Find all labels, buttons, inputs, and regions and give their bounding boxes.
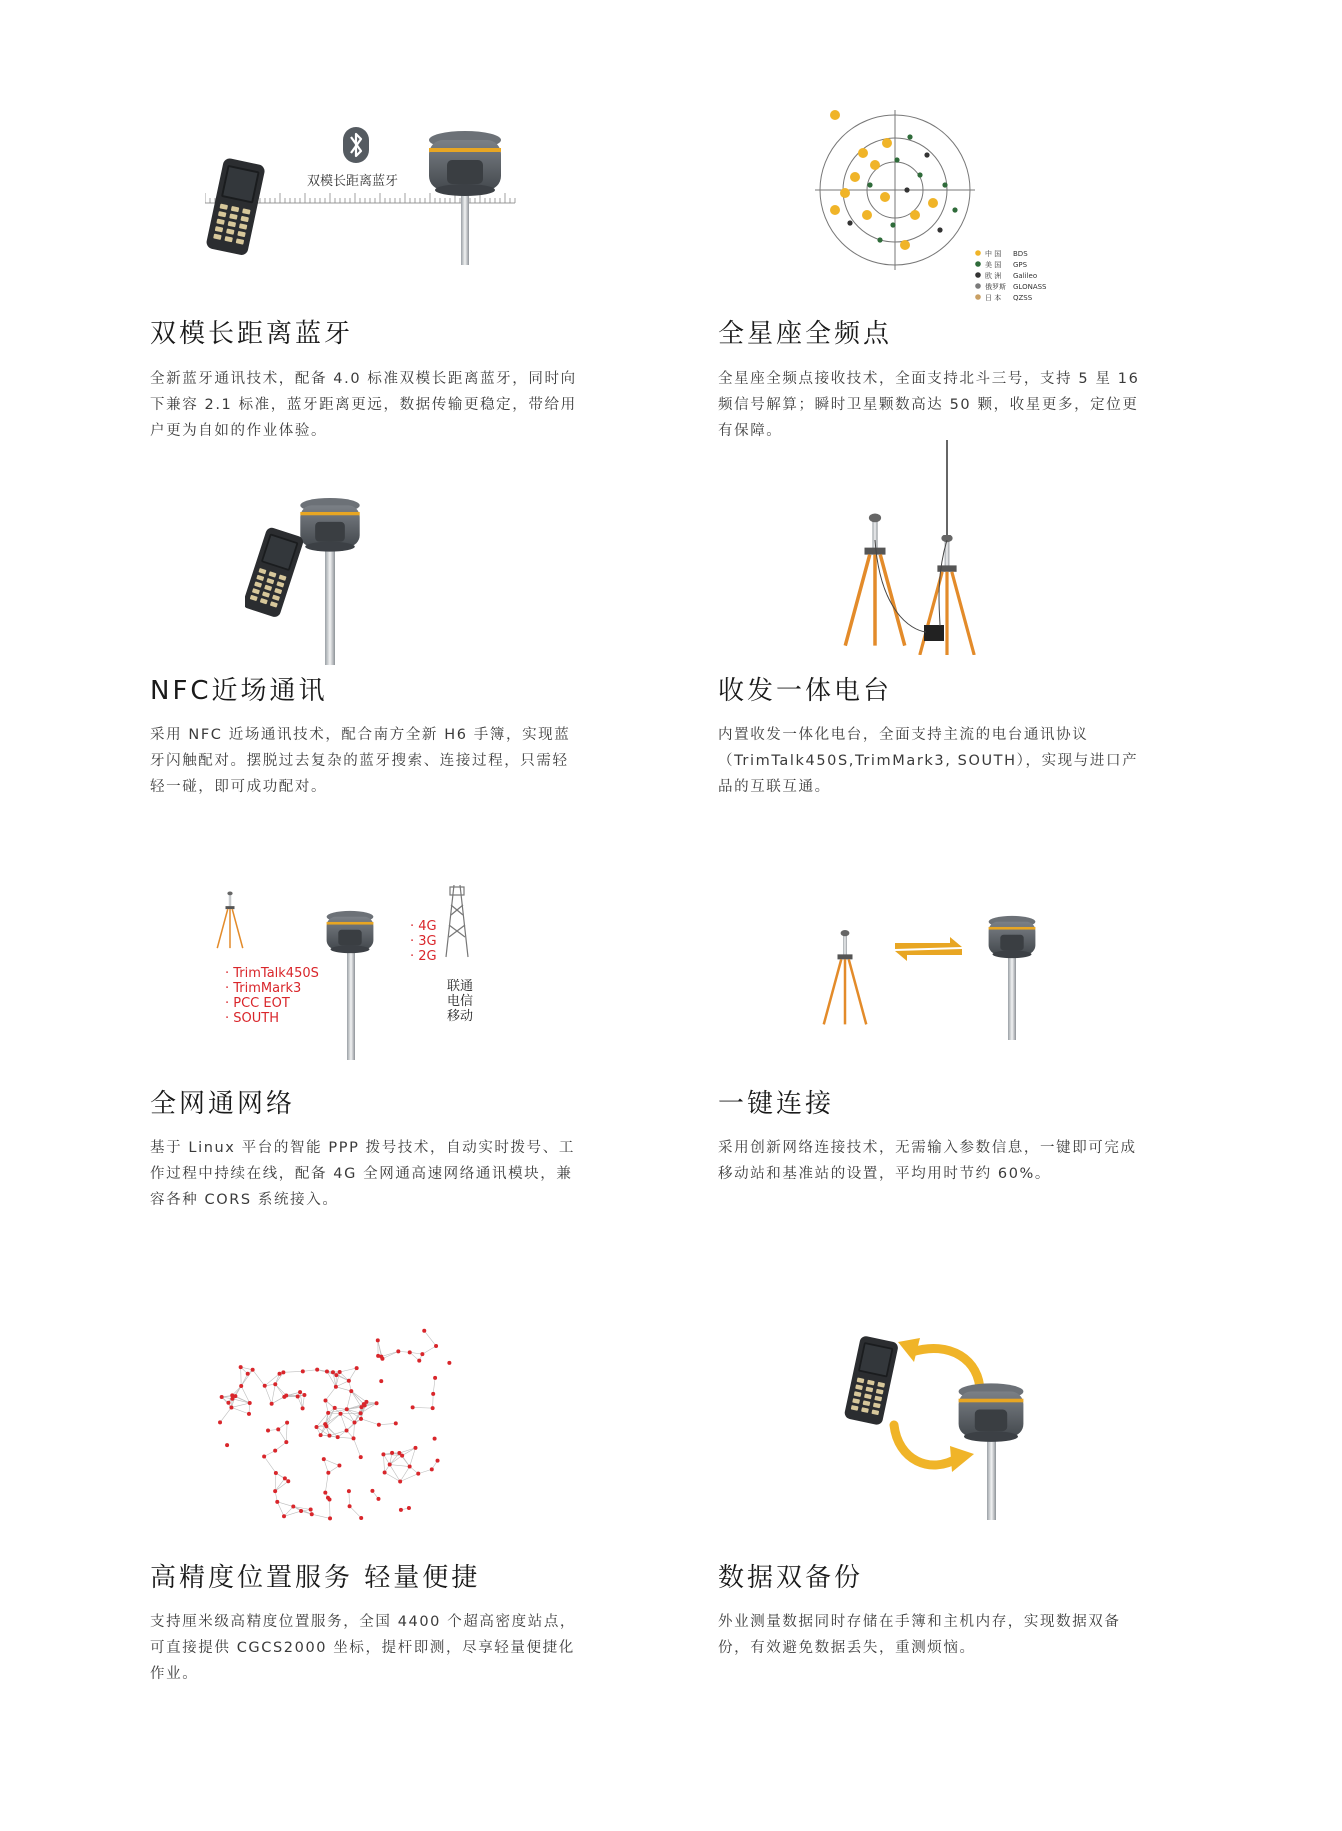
network-link	[422, 1346, 436, 1354]
network-link	[241, 1367, 242, 1386]
range-pole	[987, 1430, 996, 1520]
protocol-item: · TrimTalk450S	[225, 966, 319, 981]
station-dot	[285, 1421, 289, 1425]
carrier-item: 联通	[447, 979, 474, 994]
station-dot	[251, 1368, 255, 1372]
network-link	[272, 1384, 276, 1404]
satellite-dot	[840, 188, 850, 198]
station-dot	[379, 1379, 383, 1383]
station-dot	[270, 1402, 274, 1406]
satellite-dot	[862, 210, 872, 220]
satellite-dot	[858, 148, 868, 158]
satellite-dot	[830, 205, 840, 215]
network-link	[253, 1370, 265, 1386]
station-dot	[417, 1359, 421, 1363]
station-dot	[299, 1509, 303, 1513]
station-dot	[413, 1446, 417, 1450]
station-dot	[345, 1428, 349, 1432]
network-link	[351, 1391, 364, 1404]
network-link	[277, 1502, 284, 1516]
carrier-list	[447, 979, 473, 1024]
station-dot	[319, 1433, 323, 1437]
feature-description: 内置收发一体化电台，全面支持主流的电台通讯协议（TrimTalk450S,TrimMark3, SOUTH），实现与进口产品的互联互通。	[718, 727, 1139, 795]
network-link	[382, 1351, 398, 1358]
feature-description: 全星座全频点接收技术，全面支持北斗三号，支持 5 星 16 频信号解算；瞬时卫星颗数高达 50 颗，收星更多，定位更有保障。	[718, 371, 1140, 439]
station-dot	[336, 1435, 340, 1439]
legend-country: 日 本	[985, 294, 1002, 302]
station-dot	[375, 1401, 379, 1405]
network-link	[265, 1386, 272, 1404]
station-dot	[325, 1370, 329, 1374]
backup-illustration	[840, 1330, 1040, 1520]
station-dot	[352, 1436, 356, 1440]
station-dot	[302, 1393, 306, 1397]
satellite-dot	[952, 207, 957, 212]
feature-description: 外业测量数据同时存储在手簿和主机内存，实现数据双备份，有效避免数据丢失，重测烦恼。	[718, 1614, 1121, 1656]
network-link	[275, 1384, 286, 1395]
network-link	[278, 1429, 286, 1442]
station-dot	[323, 1491, 327, 1495]
station-dot	[286, 1479, 290, 1483]
network-link	[277, 1502, 293, 1507]
network-link	[303, 1370, 317, 1372]
radio-box	[924, 625, 944, 641]
satellite-dot	[937, 227, 942, 232]
network-link	[347, 1419, 361, 1431]
protocol-list	[225, 966, 319, 1026]
constellation-legend	[975, 249, 1047, 302]
station-dot	[408, 1465, 412, 1469]
legend-dot	[975, 283, 981, 289]
network-link	[312, 1514, 330, 1518]
station-dot	[296, 1394, 300, 1398]
legend-country: 俄罗斯	[985, 283, 1006, 291]
network-link	[324, 1459, 340, 1465]
station-dot	[383, 1470, 387, 1474]
protocol-item: · TrimMark3	[225, 981, 302, 996]
station-dot	[364, 1400, 368, 1404]
satellite-dot	[880, 192, 890, 202]
radio-illustration	[840, 440, 990, 660]
station-dot	[347, 1379, 351, 1383]
feature-title: 数据双备份	[718, 1563, 864, 1593]
station-dot	[433, 1376, 437, 1380]
station-dot	[220, 1395, 224, 1399]
legend-country: 欧 洲	[985, 272, 1002, 280]
network-link	[341, 1414, 355, 1423]
network-link	[349, 1491, 350, 1506]
network-link	[303, 1395, 305, 1408]
satellite-dot	[890, 222, 895, 227]
station-dot	[247, 1412, 251, 1416]
station-dot	[399, 1508, 403, 1512]
station-dot	[338, 1370, 342, 1374]
station-dot	[331, 1370, 335, 1374]
station-dot	[347, 1489, 351, 1493]
network-link	[341, 1414, 347, 1431]
handheld-device	[245, 526, 305, 618]
station-dot	[274, 1471, 278, 1475]
station-dot	[327, 1434, 331, 1438]
bluetooth-icon	[343, 127, 369, 163]
gnss-receiver	[300, 498, 359, 552]
satellite-dot	[882, 138, 892, 148]
satellite-dot	[924, 152, 929, 157]
station-dot	[394, 1421, 398, 1425]
legend-dot	[975, 294, 981, 300]
network-link	[433, 1378, 435, 1394]
station-dot	[291, 1505, 295, 1509]
small-tripod	[217, 892, 243, 949]
station-dot	[376, 1497, 380, 1501]
station-dot	[273, 1382, 277, 1386]
network-link	[347, 1391, 352, 1409]
station-dot	[396, 1349, 400, 1353]
station-dot	[239, 1384, 243, 1388]
station-dot	[334, 1385, 338, 1389]
carrier-item: 移动	[447, 1009, 474, 1024]
station-dot	[431, 1406, 435, 1410]
station-dot	[408, 1350, 412, 1354]
station-dot	[422, 1329, 426, 1333]
station-dot	[326, 1471, 330, 1475]
station-dot	[420, 1352, 424, 1356]
network-link	[385, 1472, 401, 1481]
station-dot	[284, 1440, 288, 1444]
station-dot	[301, 1369, 305, 1373]
station-dot	[359, 1411, 363, 1415]
feature-title: NFC近场通讯	[150, 676, 328, 706]
station-dot	[359, 1516, 363, 1520]
handheld-device	[205, 157, 265, 256]
feature-description: 全新蓝牙通讯技术，配备 4.0 标准双模长距离蓝牙，同时向下兼容 2.1 标准，蓝牙距离更远，数据传输更稳定，带给用户更为自如的作业体验。	[150, 371, 577, 439]
legend-dot	[975, 261, 981, 267]
station-dot	[376, 1338, 380, 1342]
network-link	[349, 1368, 357, 1381]
network-link	[275, 1442, 286, 1451]
gnss-receiver	[959, 1383, 1024, 1442]
station-dot	[377, 1423, 381, 1427]
station-dot	[266, 1429, 270, 1433]
station-dot	[359, 1417, 363, 1421]
network-link	[220, 1407, 231, 1422]
satellite-dot	[928, 198, 938, 208]
skyplot-illustration	[810, 110, 1060, 310]
network-link	[286, 1423, 287, 1442]
network-illustration	[210, 885, 490, 1060]
station-dot	[301, 1406, 305, 1410]
network-link	[275, 1473, 276, 1491]
cell-tower-icon	[446, 885, 468, 957]
network-list	[410, 919, 437, 964]
range-pole	[325, 545, 335, 665]
feature-title: 一键连接	[718, 1089, 835, 1119]
network-link	[338, 1437, 354, 1438]
network-link	[231, 1407, 249, 1413]
network-link	[275, 1384, 284, 1397]
feature-title: 高精度位置服务 轻量便捷	[150, 1563, 481, 1593]
station-dot	[281, 1370, 285, 1374]
station-dot	[278, 1372, 282, 1376]
network-link	[390, 1465, 410, 1467]
network-link	[351, 1391, 366, 1402]
feature-description: 支持厘米级高精度位置服务，全国 4400 个超高密度站点，可直接提供 CGCS2000 坐标，提杆即测，尽享轻量便捷化作业。	[150, 1614, 577, 1682]
station-dot	[434, 1344, 438, 1348]
network-link	[383, 1454, 384, 1472]
feature-title: 全网通网络	[150, 1089, 296, 1119]
legend-system: Galileo	[1013, 272, 1038, 280]
station-dot	[322, 1457, 326, 1461]
station-dot	[359, 1455, 363, 1459]
station-dot	[314, 1425, 318, 1429]
station-dot	[310, 1512, 314, 1516]
feature-title: 全星座全频点	[718, 319, 893, 349]
handheld-device	[844, 1335, 899, 1426]
legend-country: 美 国	[985, 261, 1002, 269]
station-dot	[433, 1437, 437, 1441]
network-link	[433, 1394, 434, 1408]
station-dot	[407, 1506, 411, 1510]
network-link	[341, 1413, 361, 1414]
station-dot	[246, 1372, 250, 1376]
network-link	[324, 1459, 329, 1473]
network-link	[336, 1381, 349, 1387]
network-link	[350, 1506, 362, 1518]
station-dot	[352, 1420, 356, 1424]
feature-title: 双模长距离蓝牙	[150, 319, 354, 349]
feature-title: 收发一体电台	[718, 676, 893, 706]
satellite-dot	[850, 172, 860, 182]
network-link	[381, 1351, 398, 1356]
base-tripod	[845, 514, 905, 646]
station-dot	[273, 1489, 277, 1493]
feature-description: 采用 NFC 近场通讯技术，配合南方全新 H6 手簿，实现蓝牙闪触配对。摆脱过去复杂的蓝牙搜索、连接过程，只需轻轻一碰，即可成功配对。	[150, 727, 571, 795]
satellite-dot	[830, 110, 840, 120]
network-link	[241, 1386, 250, 1403]
station-dot	[326, 1411, 330, 1415]
station-dot	[381, 1452, 385, 1456]
network-link	[330, 1499, 331, 1518]
station-dot	[262, 1455, 266, 1459]
satellite-dot	[870, 160, 880, 170]
china-network-map	[210, 1320, 465, 1530]
station-network	[218, 1329, 451, 1521]
satellite-dot	[917, 172, 922, 177]
network-link	[424, 1331, 436, 1346]
network-item: · 3G	[410, 934, 437, 949]
network-link	[413, 1407, 433, 1408]
network-link	[325, 1408, 335, 1424]
station-dot	[263, 1384, 267, 1388]
station-dot	[430, 1467, 434, 1471]
station-dot	[239, 1365, 243, 1369]
network-link	[325, 1473, 328, 1493]
network-link	[325, 1387, 335, 1401]
station-dot	[276, 1427, 280, 1431]
satellite-dot	[942, 182, 947, 187]
station-dot	[431, 1392, 435, 1396]
station-dot	[370, 1489, 374, 1493]
network-link	[379, 1423, 396, 1424]
station-dot	[345, 1407, 349, 1411]
satellite-dot	[867, 182, 872, 187]
station-dot	[230, 1397, 234, 1401]
nfc-illustration	[245, 495, 385, 665]
station-dot	[355, 1366, 359, 1370]
station-dot	[298, 1390, 302, 1394]
station-dot	[315, 1368, 319, 1372]
base-tripod	[824, 930, 867, 1024]
network-link	[264, 1457, 276, 1473]
network-item: · 2G	[410, 949, 437, 964]
skyplot-rings	[815, 110, 975, 270]
satellite-dot	[877, 237, 882, 242]
sync-arrows-icon	[895, 937, 962, 961]
station-dot	[349, 1389, 353, 1393]
station-dot	[273, 1449, 277, 1453]
legend-system: GLONASS	[1013, 283, 1047, 291]
station-dot	[226, 1401, 230, 1405]
feature-description: 基于 Linux 平台的智能 PPP 拨号技术，自动实时拨号、工作过程中持续在线，配备 4G 全网通高速网络通讯模块，兼容各种 CORS 系统接入。	[150, 1140, 575, 1208]
station-dot	[411, 1405, 415, 1409]
network-link	[418, 1469, 432, 1473]
legend-dot	[975, 272, 981, 278]
satellite-dot	[894, 157, 899, 162]
station-dot	[376, 1354, 380, 1358]
network-link	[283, 1371, 302, 1372]
station-dot	[397, 1451, 401, 1455]
station-dot	[390, 1451, 394, 1455]
network-link	[354, 1438, 361, 1457]
station-dot	[337, 1464, 341, 1468]
station-dot	[283, 1476, 287, 1480]
station-dot	[275, 1500, 279, 1504]
gnss-receiver	[327, 911, 374, 953]
carrier-item: 电信	[447, 994, 474, 1009]
range-pole	[1008, 945, 1016, 1040]
network-link	[390, 1465, 400, 1482]
station-dot	[284, 1394, 288, 1398]
satellite-dot	[847, 220, 852, 225]
network-link	[340, 1368, 357, 1372]
station-dot	[447, 1361, 451, 1365]
protocol-item: · PCC EOT	[225, 996, 290, 1011]
network-link	[231, 1403, 249, 1407]
station-dot	[309, 1507, 313, 1511]
station-dot	[326, 1496, 330, 1500]
station-dot	[248, 1401, 252, 1405]
one-key-illustration	[810, 915, 1050, 1040]
station-dot	[282, 1514, 286, 1518]
station-dot	[398, 1479, 402, 1483]
satellite-dot	[907, 134, 912, 139]
network-link	[336, 1387, 351, 1391]
feature-description: 采用创新网络连接技术，无需输入参数信息，一键即可完成移动站和基准站的设置，平均用时节约 60%。	[718, 1140, 1137, 1182]
legend-dot	[975, 250, 981, 256]
range-pole	[347, 945, 355, 1060]
station-dot	[416, 1472, 420, 1476]
station-dot	[323, 1398, 327, 1402]
legend-system: BDS	[1013, 250, 1028, 258]
legend-country: 中 国	[985, 250, 1002, 258]
station-dot	[334, 1373, 338, 1377]
gnss-receiver	[989, 916, 1036, 958]
station-dot	[348, 1504, 352, 1508]
station-dot	[218, 1420, 222, 1424]
station-dot	[388, 1463, 392, 1467]
station-dot	[333, 1406, 337, 1410]
station-dot	[436, 1459, 440, 1463]
network-link	[326, 1414, 340, 1426]
network-item: · 4G	[410, 919, 437, 934]
legend-system: QZSS	[1013, 294, 1033, 302]
station-dot	[328, 1516, 332, 1520]
station-dot	[230, 1393, 234, 1397]
bluetooth-caption: 双模长距离蓝牙	[307, 174, 399, 189]
station-dot	[323, 1422, 327, 1426]
satellite-dot	[900, 240, 910, 250]
station-dot	[339, 1412, 343, 1416]
satellite-dot	[904, 187, 909, 192]
satellite-dot	[910, 210, 920, 220]
bluetooth-illustration	[205, 115, 525, 265]
station-dot	[225, 1443, 229, 1447]
network-link	[361, 1419, 379, 1425]
legend-system: GPS	[1013, 261, 1028, 269]
protocol-item: · SOUTH	[225, 1011, 279, 1026]
network-link	[351, 1391, 361, 1407]
station-dot	[380, 1357, 384, 1361]
station-dot	[229, 1405, 233, 1409]
